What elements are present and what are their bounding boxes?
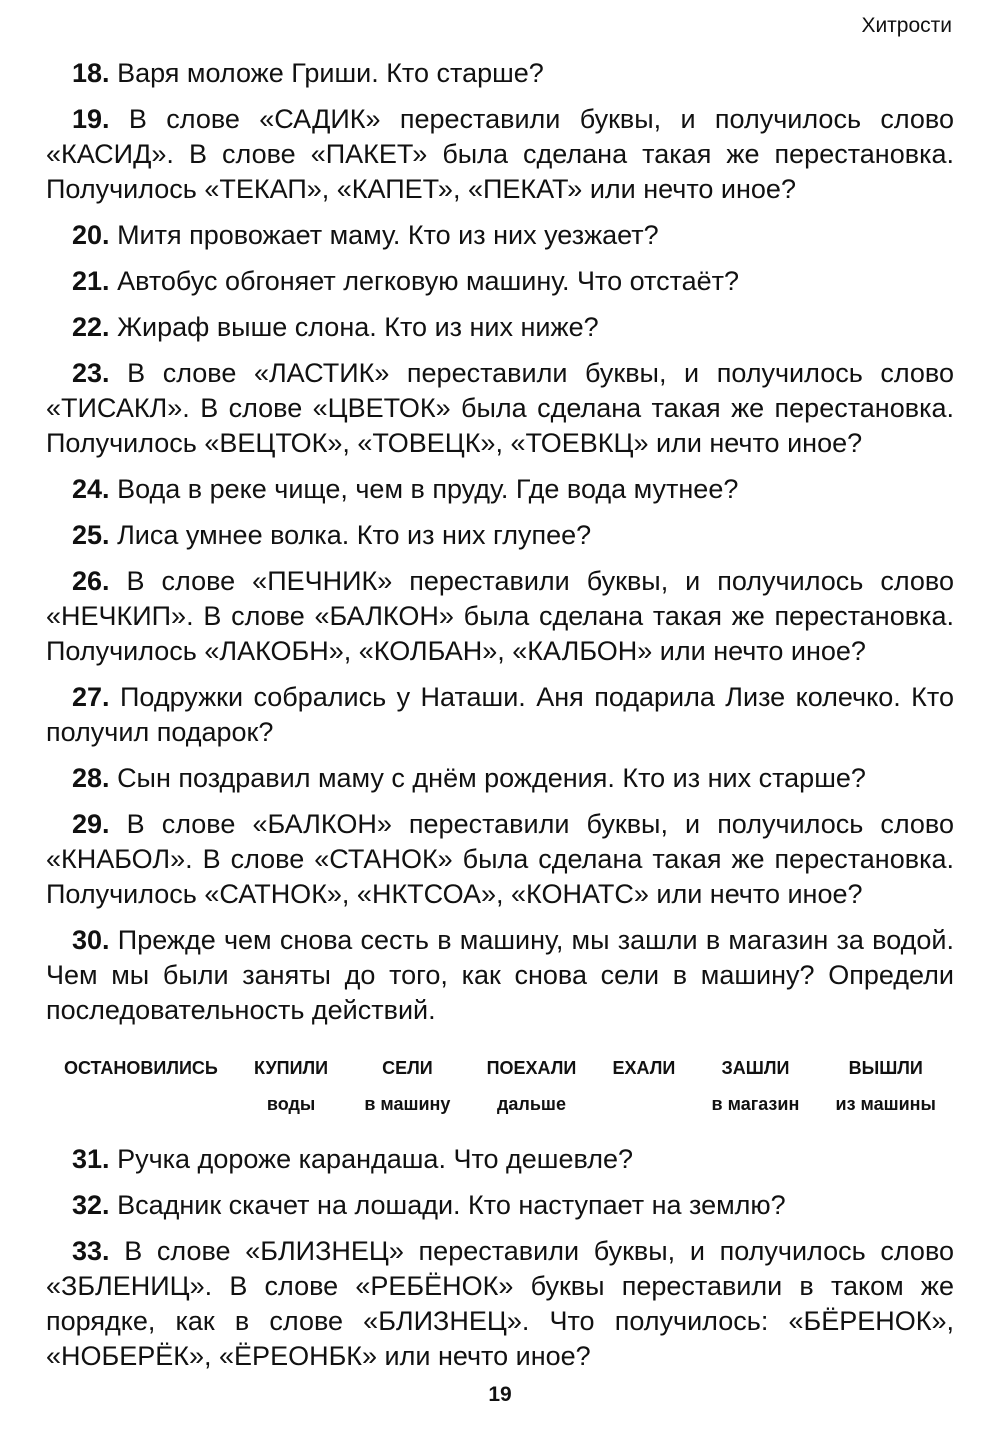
question-number: 19.: [72, 104, 110, 134]
action-verb: КУПИЛИ: [254, 1058, 329, 1078]
question-32: [46, 1188, 954, 1223]
action-verb: ПОЕХАЛИ: [486, 1058, 577, 1078]
question-text: В слове «ПЕЧНИК» переставили буквы, и получилось слово «НЕЧКИП». В слове «БАЛКОН» была сделана такая же перестановка. Получилось «ЛАКОБН», «КОЛБАН», «КАЛБОН» или нечто иное?: [46, 566, 954, 666]
question-number: 31.: [72, 1144, 110, 1174]
question-text: В слове «БАЛКОН» переставили буквы, и получилось слово «КНАБОЛ». В слове «СТАНОК» была сделана такая же перестановка. Получилось «САТНОК», «НКТСОА», «КОНАТС» или нечто иное?: [46, 809, 954, 909]
action-object: воды: [266, 1094, 316, 1114]
question-number: 33.: [72, 1236, 110, 1266]
question-text: В слове «ЛАСТИК» переставили буквы, и получилось слово «ТИСАКЛ». В слове «ЦВЕТОК» была сделана такая же перестановка. Получилось «ВЕЦТОК», «ТОВЕЦК», «ТОЕВКЦ» или нечто иное?: [46, 358, 954, 458]
question-number: 25.: [72, 520, 110, 550]
question-number: 30.: [72, 925, 110, 955]
question-number: 28.: [72, 763, 110, 793]
question-text: Жираф выше слона. Кто из них ниже?: [117, 312, 599, 342]
question-number: 27.: [72, 682, 110, 712]
question-number: 21.: [72, 266, 110, 296]
action-item: [254, 1050, 328, 1122]
question-19: [46, 102, 954, 207]
question-number: 18.: [72, 58, 110, 88]
question-number: 32.: [72, 1190, 110, 1220]
question-31: [46, 1142, 954, 1177]
question-20: [46, 218, 954, 253]
action-object: из машины: [835, 1094, 936, 1114]
action-verb: ЕХАЛИ: [612, 1058, 676, 1078]
question-text: Прежде чем снова сесть в машину, мы зашли в магазин за водой. Чем мы были заняты до того, как снова сели в машину? Определи последовательность действий.: [46, 925, 954, 1025]
question-text: Вода в реке чище, чем в пруду. Где вода мутнее?: [117, 474, 739, 504]
question-28: [46, 761, 954, 796]
question-text: Сын поздравил маму с днём рождения. Кто из них старше?: [117, 763, 866, 793]
question-18: [46, 56, 954, 91]
question-text: Лиса умнее волка. Кто из них глупее?: [117, 520, 592, 550]
question-23: [46, 356, 954, 461]
question-29: [46, 807, 954, 912]
question-22: [46, 310, 954, 345]
question-number: 22.: [72, 312, 110, 342]
question-text: Всадник скачет на лошади. Кто наступает на землю?: [117, 1190, 786, 1220]
question-27: [46, 680, 954, 750]
question-text: Варя моложе Гриши. Кто старше?: [117, 58, 544, 88]
action-object: в машину: [364, 1094, 451, 1114]
question-text: Митя провожает маму. Кто из них уезжает?: [117, 220, 659, 250]
action-object: в магазин: [711, 1094, 800, 1114]
question-26: [46, 564, 954, 669]
question-30: [46, 923, 954, 1028]
question-number: 23.: [72, 358, 110, 388]
question-number: 29.: [72, 809, 110, 839]
question-text: В слове «БЛИЗНЕЦ» переставили буквы, и получилось слово «ЗБЛЕНИЦ». В слове «РЕБЁНОК» буквы переставили в таком же порядке, как в слове «БЛИЗНЕЦ». Что получилось: «БЁРЕНОК», «НОБЕРЁК», «ЁРЕОНБК» или нечто иное?: [46, 1236, 954, 1371]
action-item: [712, 1050, 800, 1122]
question-text: Автобус обгоняет легковую машину. Что отстаёт?: [117, 266, 740, 296]
question-24: [46, 472, 954, 507]
action-sequence: [46, 1050, 954, 1122]
running-header: Хитрости: [861, 14, 952, 37]
question-21: [46, 264, 954, 299]
question-number: 26.: [72, 566, 110, 596]
action-item: [836, 1050, 936, 1122]
action-item: [64, 1050, 218, 1122]
page-number: 19: [488, 1383, 512, 1406]
question-text: В слове «САДИК» переставили буквы, и получилось слово «КАСИД». В слове «ПАКЕТ» была сделана такая же перестановка. Получилось «ТЕКАП», «КАПЕТ», «ПЕКАТ» или нечто иное?: [46, 104, 954, 204]
action-item: [487, 1050, 577, 1122]
question-25: [46, 518, 954, 553]
question-number: 20.: [72, 220, 110, 250]
question-text: Подружки собрались у Наташи. Аня подарила Лизе колечко. Кто получил подарок?: [46, 682, 954, 747]
action-verb: СЕЛИ: [382, 1058, 433, 1078]
action-verb: ВЫШЛИ: [848, 1058, 923, 1078]
action-object: дальше: [497, 1094, 566, 1114]
page-content: [46, 56, 954, 1385]
action-verb: ОСТАНОВИЛИСЬ: [64, 1058, 218, 1078]
question-number: 24.: [72, 474, 110, 504]
action-item: [364, 1050, 450, 1122]
question-33: [46, 1234, 954, 1374]
question-text: Ручка дороже карандаша. Что дешевле?: [117, 1144, 633, 1174]
action-verb: ЗАШЛИ: [721, 1058, 790, 1078]
action-item: [613, 1050, 676, 1122]
